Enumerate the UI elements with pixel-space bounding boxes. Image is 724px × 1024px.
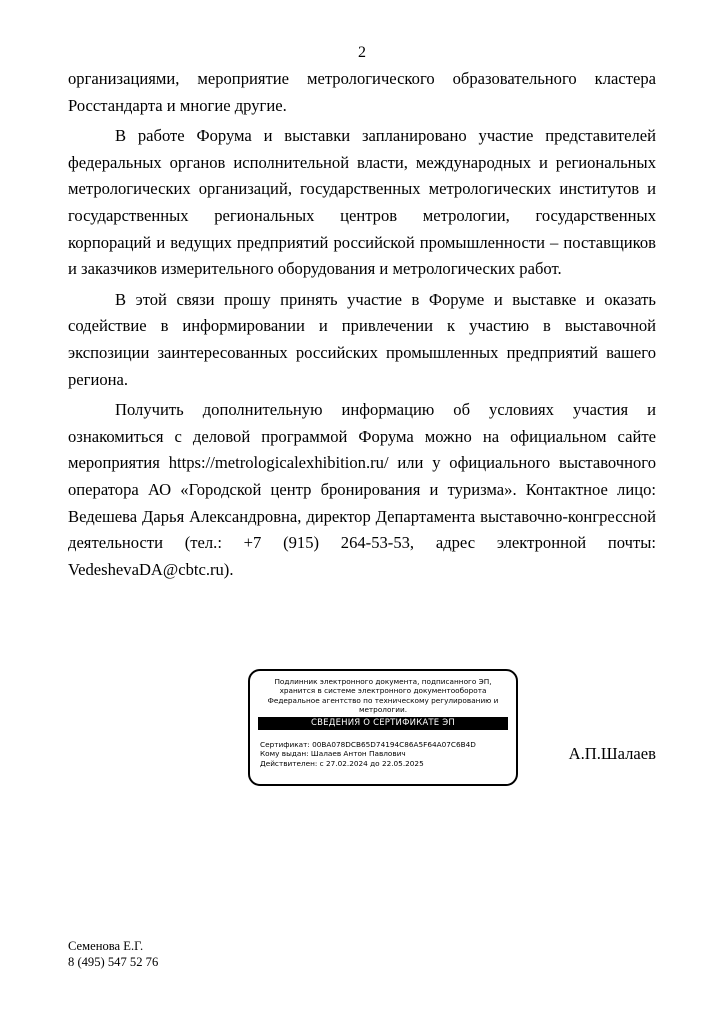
electronic-signature-stamp	[248, 669, 518, 786]
stamp-issued-to: Кому выдан: Шалаев Антон Павлович	[260, 749, 406, 759]
stamp-notice: Подлинник электронного документа, подписанного ЭП, хранится в системе электронного документооборота Федеральное агентство по техническому регулированию и метрологии.	[267, 677, 499, 715]
executor-name: Семенова Е.Г.	[68, 939, 144, 953]
paragraph-participants: В работе Форума и выставки запланировано участие представителей федеральных органов исполнительной власти, международных и региональных метрологических организаций, государственных метрологических институтов и государственных региональных центров метрологии, государственных корпораций и ведущих предприятий российской промышленности – поставщиков и заказчиков измерительного оборудования и метрологических работ.	[68, 126, 656, 279]
stamp-certificate: Сертификат: 00BA078DCB65D74194C86A5F64A07C6B4D	[260, 739, 476, 749]
executor-phone: 8 (495) 547 52 76	[68, 955, 159, 969]
executor-block	[68, 938, 158, 970]
signer-name: А.П.Шалаев	[568, 744, 656, 763]
stamp-validity: Действителен: с 27.02.2024 до 22.05.2025	[260, 758, 424, 768]
page-number: 2	[358, 44, 366, 61]
paragraph-continuation: организациями, мероприятие метрологического образовательного кластера Росстандарта и многие другие.	[68, 69, 656, 115]
stamp-header: СВЕДЕНИЯ О СЕРТИФИКАТЕ ЭП	[258, 717, 508, 730]
paragraph-contacts: Получить дополнительную информацию об условиях участия и ознакомиться с деловой программой Форума можно на официальном сайте мероприятия https://metrologicalexhibition.ru/ или у официального выставочного оператора АО «Городской центр бронирования и туризма». Контактное лицо: Ведешева Дарья Александровна, директор Департамента выставочно-конгрессной деятельности (тел.: +7 (915) 264-53-53, адрес электронной почты: VedeshevaDA@cbtc.ru).	[68, 400, 656, 579]
letter-body	[68, 66, 656, 587]
paragraph-request: В этой связи прошу принять участие в Форуме и выставке и оказать содействие в информировании и привлечении к участию в выставочной экспозиции заинтересованных российских промышленных предприятий вашего региона.	[68, 289, 656, 389]
stamp-details	[260, 740, 506, 769]
